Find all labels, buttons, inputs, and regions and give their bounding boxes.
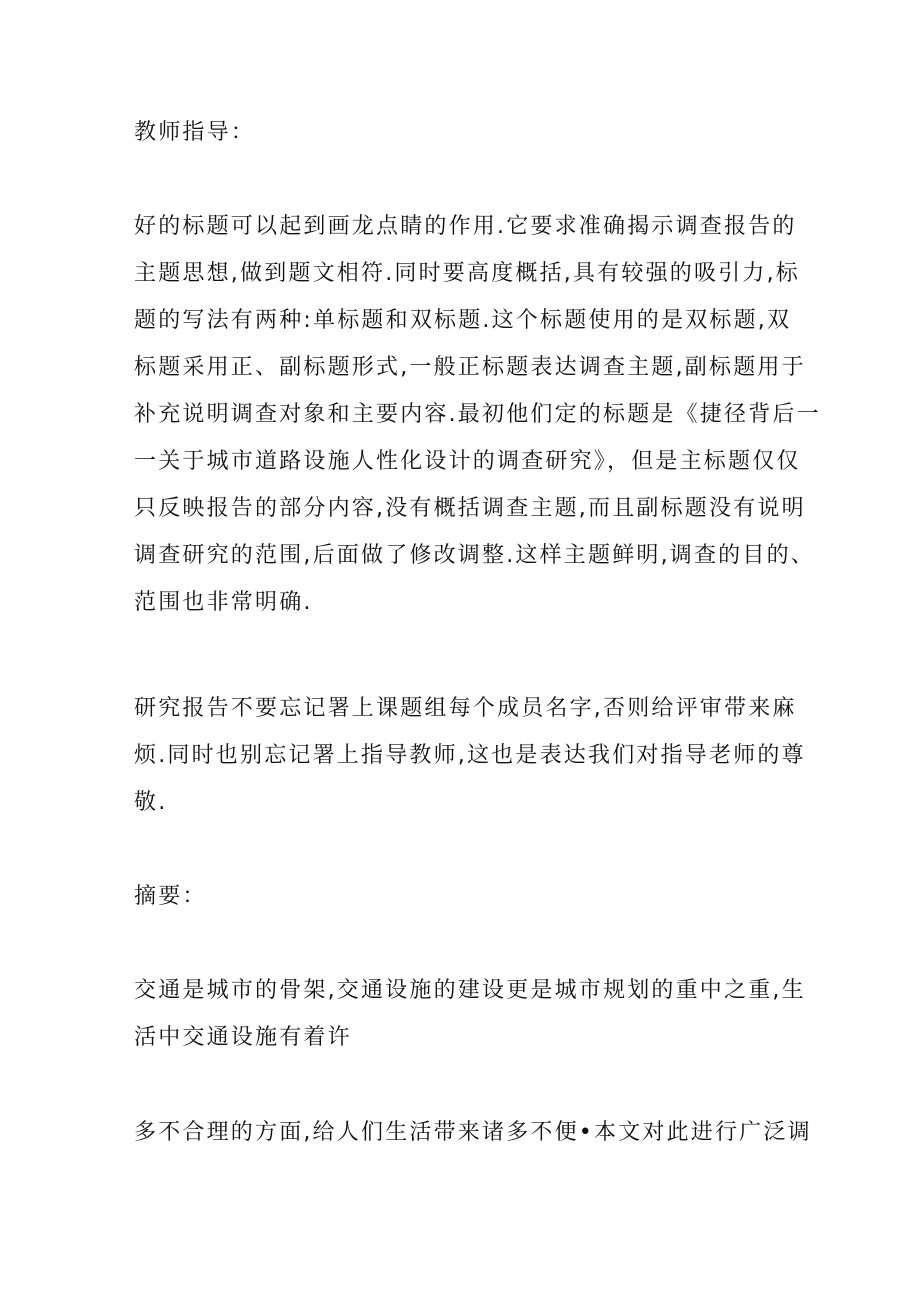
heading-abstract: 摘要： bbox=[134, 884, 207, 909]
paragraph-line: 研究报告不要忘记署上课题组每个成员名字,否则给评审带来麻 bbox=[134, 696, 797, 721]
paragraph-line: 只反映报告的部分内容,没有概括调查主题,而且副标题没有说明 bbox=[134, 496, 806, 521]
paragraph-line: 标题采用正、副标题形式,一般正标题表达调查主题,副标题用于 bbox=[134, 355, 806, 380]
paragraph-line: 范围也非常明确. bbox=[134, 590, 313, 615]
paragraph-line: 题的写法有两种:单标题和双标题.这个标题使用的是双标题,双 bbox=[134, 308, 792, 333]
paragraph-line: 调查研究的范围,后面做了修改调整.这样主题鲜明,调查的目的、 bbox=[134, 543, 815, 568]
paragraph-line: 好的标题可以起到画龙点睛的作用.它要求准确揭示调查报告的 bbox=[134, 214, 797, 239]
paragraph-line: 烦.同时也别忘记署上指导教师,这也是表达我们对指导老师的尊 bbox=[134, 743, 806, 768]
paragraph-line: 一关于城市道路设施人性化设计的调查研究》，但是主标题仅仅 bbox=[134, 449, 801, 474]
paragraph-line: 活中交通设施有着许 bbox=[134, 1025, 352, 1050]
paragraph-line: 交通是城市的骨架,交通设施的建设更是城市规划的重中之重,生 bbox=[134, 978, 806, 1003]
paragraph-line: 补充说明调查对象和主要内容.最初他们定的标题是《捷径背后一 bbox=[134, 402, 821, 427]
paragraph-line: 敬. bbox=[134, 790, 168, 815]
paragraph-line: 主题思想,做到题文相符.同时要高度概括,具有较强的吸引力,标 bbox=[134, 261, 800, 286]
paragraph-line: 多不合理的方面,给人们生活带来诸多不便•本文对此进行广泛调 bbox=[134, 1120, 812, 1145]
heading-teacher-guidance: 教师指导： bbox=[134, 120, 256, 145]
